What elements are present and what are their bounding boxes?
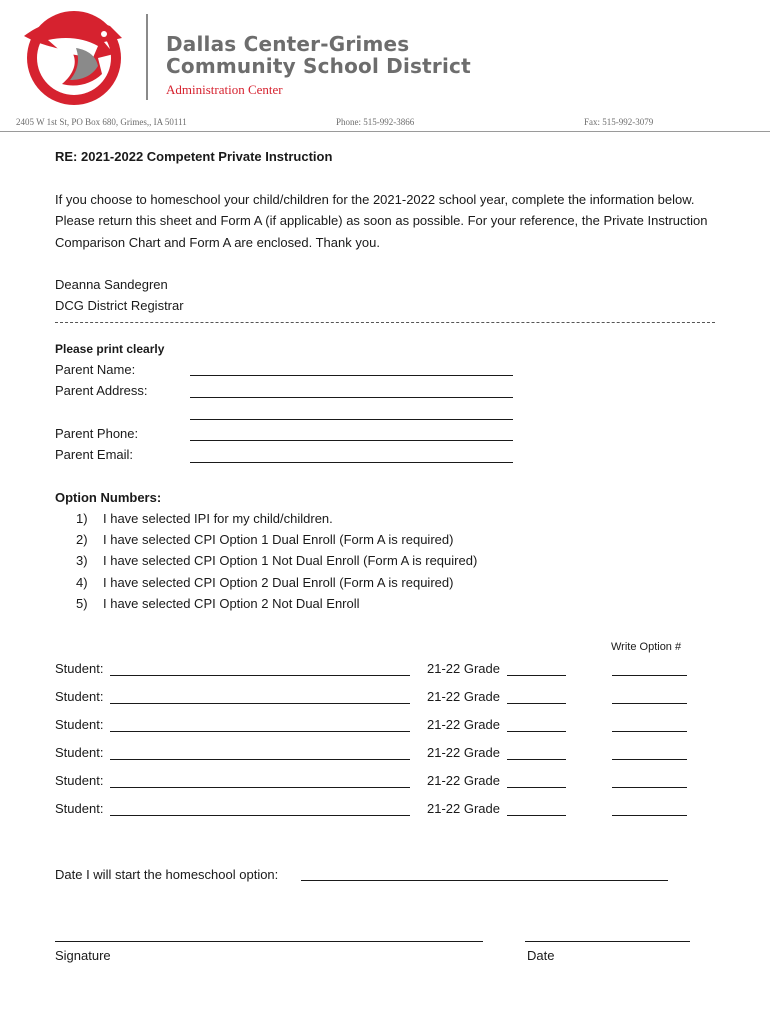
parent-email-field[interactable] — [190, 462, 513, 463]
student-4-grade-field[interactable] — [507, 759, 566, 760]
option-4-text: I have selected CPI Option 2 Dual Enroll (Form A is required) — [103, 575, 454, 590]
option-1-number: 1) — [76, 511, 88, 526]
district-name-line2: Community School District — [166, 54, 471, 78]
student-1-grade-field[interactable] — [507, 675, 566, 676]
header-divider — [146, 14, 148, 100]
student-6-option-field[interactable] — [612, 815, 687, 816]
student-3-option-field[interactable] — [612, 731, 687, 732]
student-4-option-field[interactable] — [612, 759, 687, 760]
student-6-grade-field[interactable] — [507, 815, 566, 816]
student-2-grade-field[interactable] — [507, 703, 566, 704]
student-label: Student: — [55, 745, 104, 760]
district-address: 2405 W 1st St, PO Box 680, Grimes,, IA 50111 — [16, 117, 187, 127]
grade-label: 21-22 Grade — [427, 773, 500, 788]
grade-label: 21-22 Grade — [427, 661, 500, 676]
signer-title: DCG District Registrar — [55, 298, 184, 313]
intro-line-2: Please return this sheet and Form A (if applicable) as soon as possible. For your reference, the Private Instruction — [55, 213, 708, 228]
grade-label: 21-22 Grade — [427, 717, 500, 732]
start-date-label: Date I will start the homeschool option: — [55, 867, 279, 882]
option-3-number: 3) — [76, 553, 88, 568]
write-option-label: Write Option # — [611, 641, 682, 653]
student-6-name-field[interactable] — [110, 815, 410, 816]
option-1-text: I have selected IPI for my child/children. — [103, 511, 333, 526]
option-2-number: 2) — [76, 532, 88, 547]
student-1-name-field[interactable] — [110, 675, 410, 676]
grade-label: 21-22 Grade — [427, 801, 500, 816]
signer-name: Deanna Sandegren — [55, 277, 168, 292]
student-4-name-field[interactable] — [110, 759, 410, 760]
cut-line — [55, 322, 715, 323]
subject-line: RE: 2021-2022 Competent Private Instruction — [55, 149, 333, 164]
grade-label: 21-22 Grade — [427, 689, 500, 704]
option-4-number: 4) — [76, 575, 88, 590]
intro-line-3: Comparison Chart and Form A are enclosed. Thank you. — [55, 235, 380, 250]
signature-date-field[interactable] — [525, 941, 690, 942]
intro-line-1: If you choose to homeschool your child/children for the 2021-2022 school year, complete the information below. — [55, 192, 695, 207]
student-label: Student: — [55, 717, 104, 732]
options-heading: Option Numbers: — [55, 490, 162, 505]
parent-name-field[interactable] — [190, 375, 513, 376]
signature-label: Signature — [55, 948, 111, 963]
parent-phone-label: Parent Phone: — [55, 426, 139, 441]
student-label: Student: — [55, 801, 104, 816]
student-label: Student: — [55, 689, 104, 704]
student-3-name-field[interactable] — [110, 731, 410, 732]
student-2-name-field[interactable] — [110, 703, 410, 704]
date-label: Date — [527, 948, 555, 963]
print-clearly-note: Please print clearly — [55, 342, 165, 356]
student-2-option-field[interactable] — [612, 703, 687, 704]
student-label: Student: — [55, 661, 104, 676]
parent-name-label: Parent Name: — [55, 362, 136, 377]
district-phone: Phone: 515-992-3866 — [336, 117, 415, 127]
district-fax: Fax: 515-992-3079 — [584, 117, 654, 127]
student-1-option-field[interactable] — [612, 675, 687, 676]
option-5-text: I have selected CPI Option 2 Not Dual Enroll — [103, 596, 360, 611]
student-label: Student: — [55, 773, 104, 788]
parent-address-label: Parent Address: — [55, 383, 148, 398]
parent-email-label: Parent Email: — [55, 447, 134, 462]
district-name-line1: Dallas Center-Grimes — [166, 32, 410, 56]
signature-field[interactable] — [55, 941, 483, 942]
header-rule — [0, 131, 770, 132]
start-date-field[interactable] — [301, 880, 668, 881]
student-5-option-field[interactable] — [612, 787, 687, 788]
grade-label: 21-22 Grade — [427, 745, 500, 760]
parent-address-field-2[interactable] — [190, 419, 513, 420]
option-2-text: I have selected CPI Option 1 Dual Enroll (Form A is required) — [103, 532, 454, 547]
student-5-grade-field[interactable] — [507, 787, 566, 788]
administration-center: Administration Center — [166, 82, 283, 97]
district-logo — [18, 8, 130, 108]
option-3-text: I have selected CPI Option 1 Not Dual Enroll (Form A is required) — [103, 553, 478, 568]
parent-address-field-1[interactable] — [190, 397, 513, 398]
student-3-grade-field[interactable] — [507, 731, 566, 732]
student-5-name-field[interactable] — [110, 787, 410, 788]
parent-phone-field[interactable] — [190, 440, 513, 441]
option-5-number: 5) — [76, 596, 88, 611]
